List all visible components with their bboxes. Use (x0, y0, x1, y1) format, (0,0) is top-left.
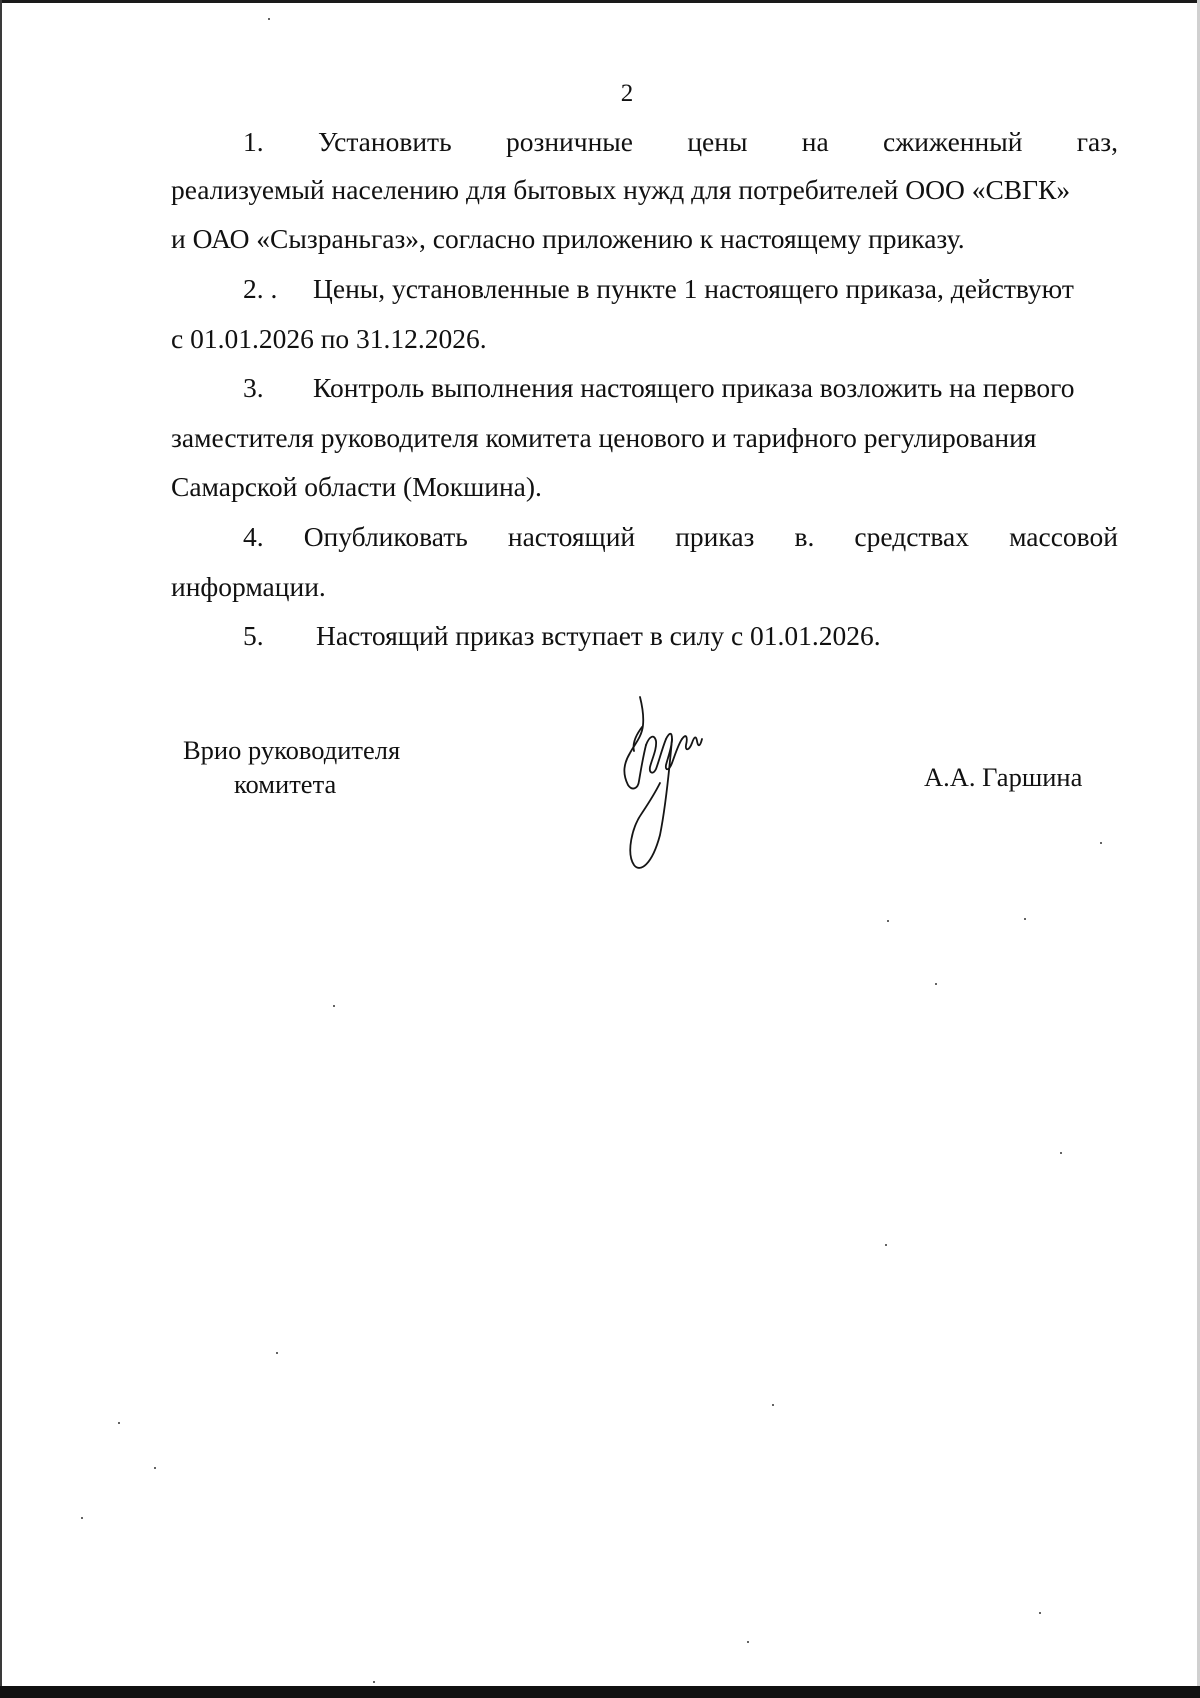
item-3-line-3: Самарской области (Мокшина). (171, 471, 542, 502)
item-1-number: 1. (243, 126, 264, 157)
item-4-word-2: настоящий (507, 521, 636, 552)
page-number: 2 (620, 80, 634, 107)
handwritten-signature (612, 695, 712, 880)
scan-speck (154, 1467, 156, 1469)
signer-name: А.А. Гаршина (924, 762, 1083, 792)
item-1-word-6: газ, (1076, 126, 1118, 157)
item-4-number: 4. (243, 521, 264, 552)
item-2-line-2: с 01.01.2026 по 31.12.2026. (171, 323, 487, 354)
item-1-first-line (243, 125, 1118, 159)
item-2-text: Цены, установленные в пункте 1 настоящего приказа, действуют (313, 273, 1074, 304)
scan-border-top (0, 0, 1200, 3)
item-5-first-line (243, 619, 881, 653)
item-3-line-2: заместителя руководителя комитета ценового и тарифного регулирования (171, 422, 1037, 453)
scan-edge-left (0, 0, 2, 1698)
item-4-first-line (243, 520, 1118, 554)
signer-position-line-1: Врио руководителя (183, 735, 401, 765)
scan-speck (887, 920, 889, 922)
scan-speck (373, 1681, 375, 1683)
item-3-number: 3. (243, 372, 264, 403)
scan-speck (81, 1517, 83, 1519)
scan-speck (747, 1641, 749, 1643)
item-1-word-5: сжиженный (883, 126, 1023, 157)
item-1-word-4: на (801, 126, 829, 157)
item-3-text: Контроль выполнения настоящего приказа возложить на первого (313, 372, 1075, 403)
scan-speck (1039, 1612, 1041, 1614)
scan-speck (1024, 918, 1026, 920)
item-4-word-3: приказ (675, 521, 755, 552)
item-4-word-1: Опубликовать (303, 521, 468, 552)
item-1-word-1: Установить (317, 126, 452, 157)
item-4-line-2: информации. (171, 571, 326, 602)
scan-speck (1060, 1152, 1062, 1154)
item-1-line-3: и ОАО «Сызраньгаз», согласно приложению к настоящему приказу. (171, 223, 965, 254)
scan-speck (772, 1404, 774, 1406)
scan-border-bottom (0, 1686, 1200, 1698)
item-1-word-2: розничные (505, 126, 633, 157)
item-2-number: 2. . (243, 273, 278, 304)
item-5-number: 5. (243, 620, 264, 651)
item-1-line-2: реализуемый населению для бытовых нужд для потребителей ООО «СВГК» (171, 174, 1071, 205)
item-2-first-line (243, 272, 1074, 306)
scan-speck (268, 18, 270, 20)
signer-position-line-2: комитета (234, 769, 337, 799)
scan-speck (333, 1005, 335, 1007)
scan-speck (885, 1244, 887, 1246)
scan-speck (118, 1422, 120, 1424)
scan-speck (276, 1352, 278, 1354)
item-3-first-line (243, 371, 1075, 405)
scan-speck (1100, 842, 1102, 844)
item-5-text: Настоящий приказ вступает в силу с 01.01.2026. (316, 620, 881, 651)
item-4-word-4: в. (794, 521, 815, 552)
item-4-word-6: массовой (1009, 521, 1118, 552)
item-4-word-5: средствах (854, 521, 969, 552)
item-1-word-3: цены (687, 126, 748, 157)
scan-speck (935, 983, 937, 985)
